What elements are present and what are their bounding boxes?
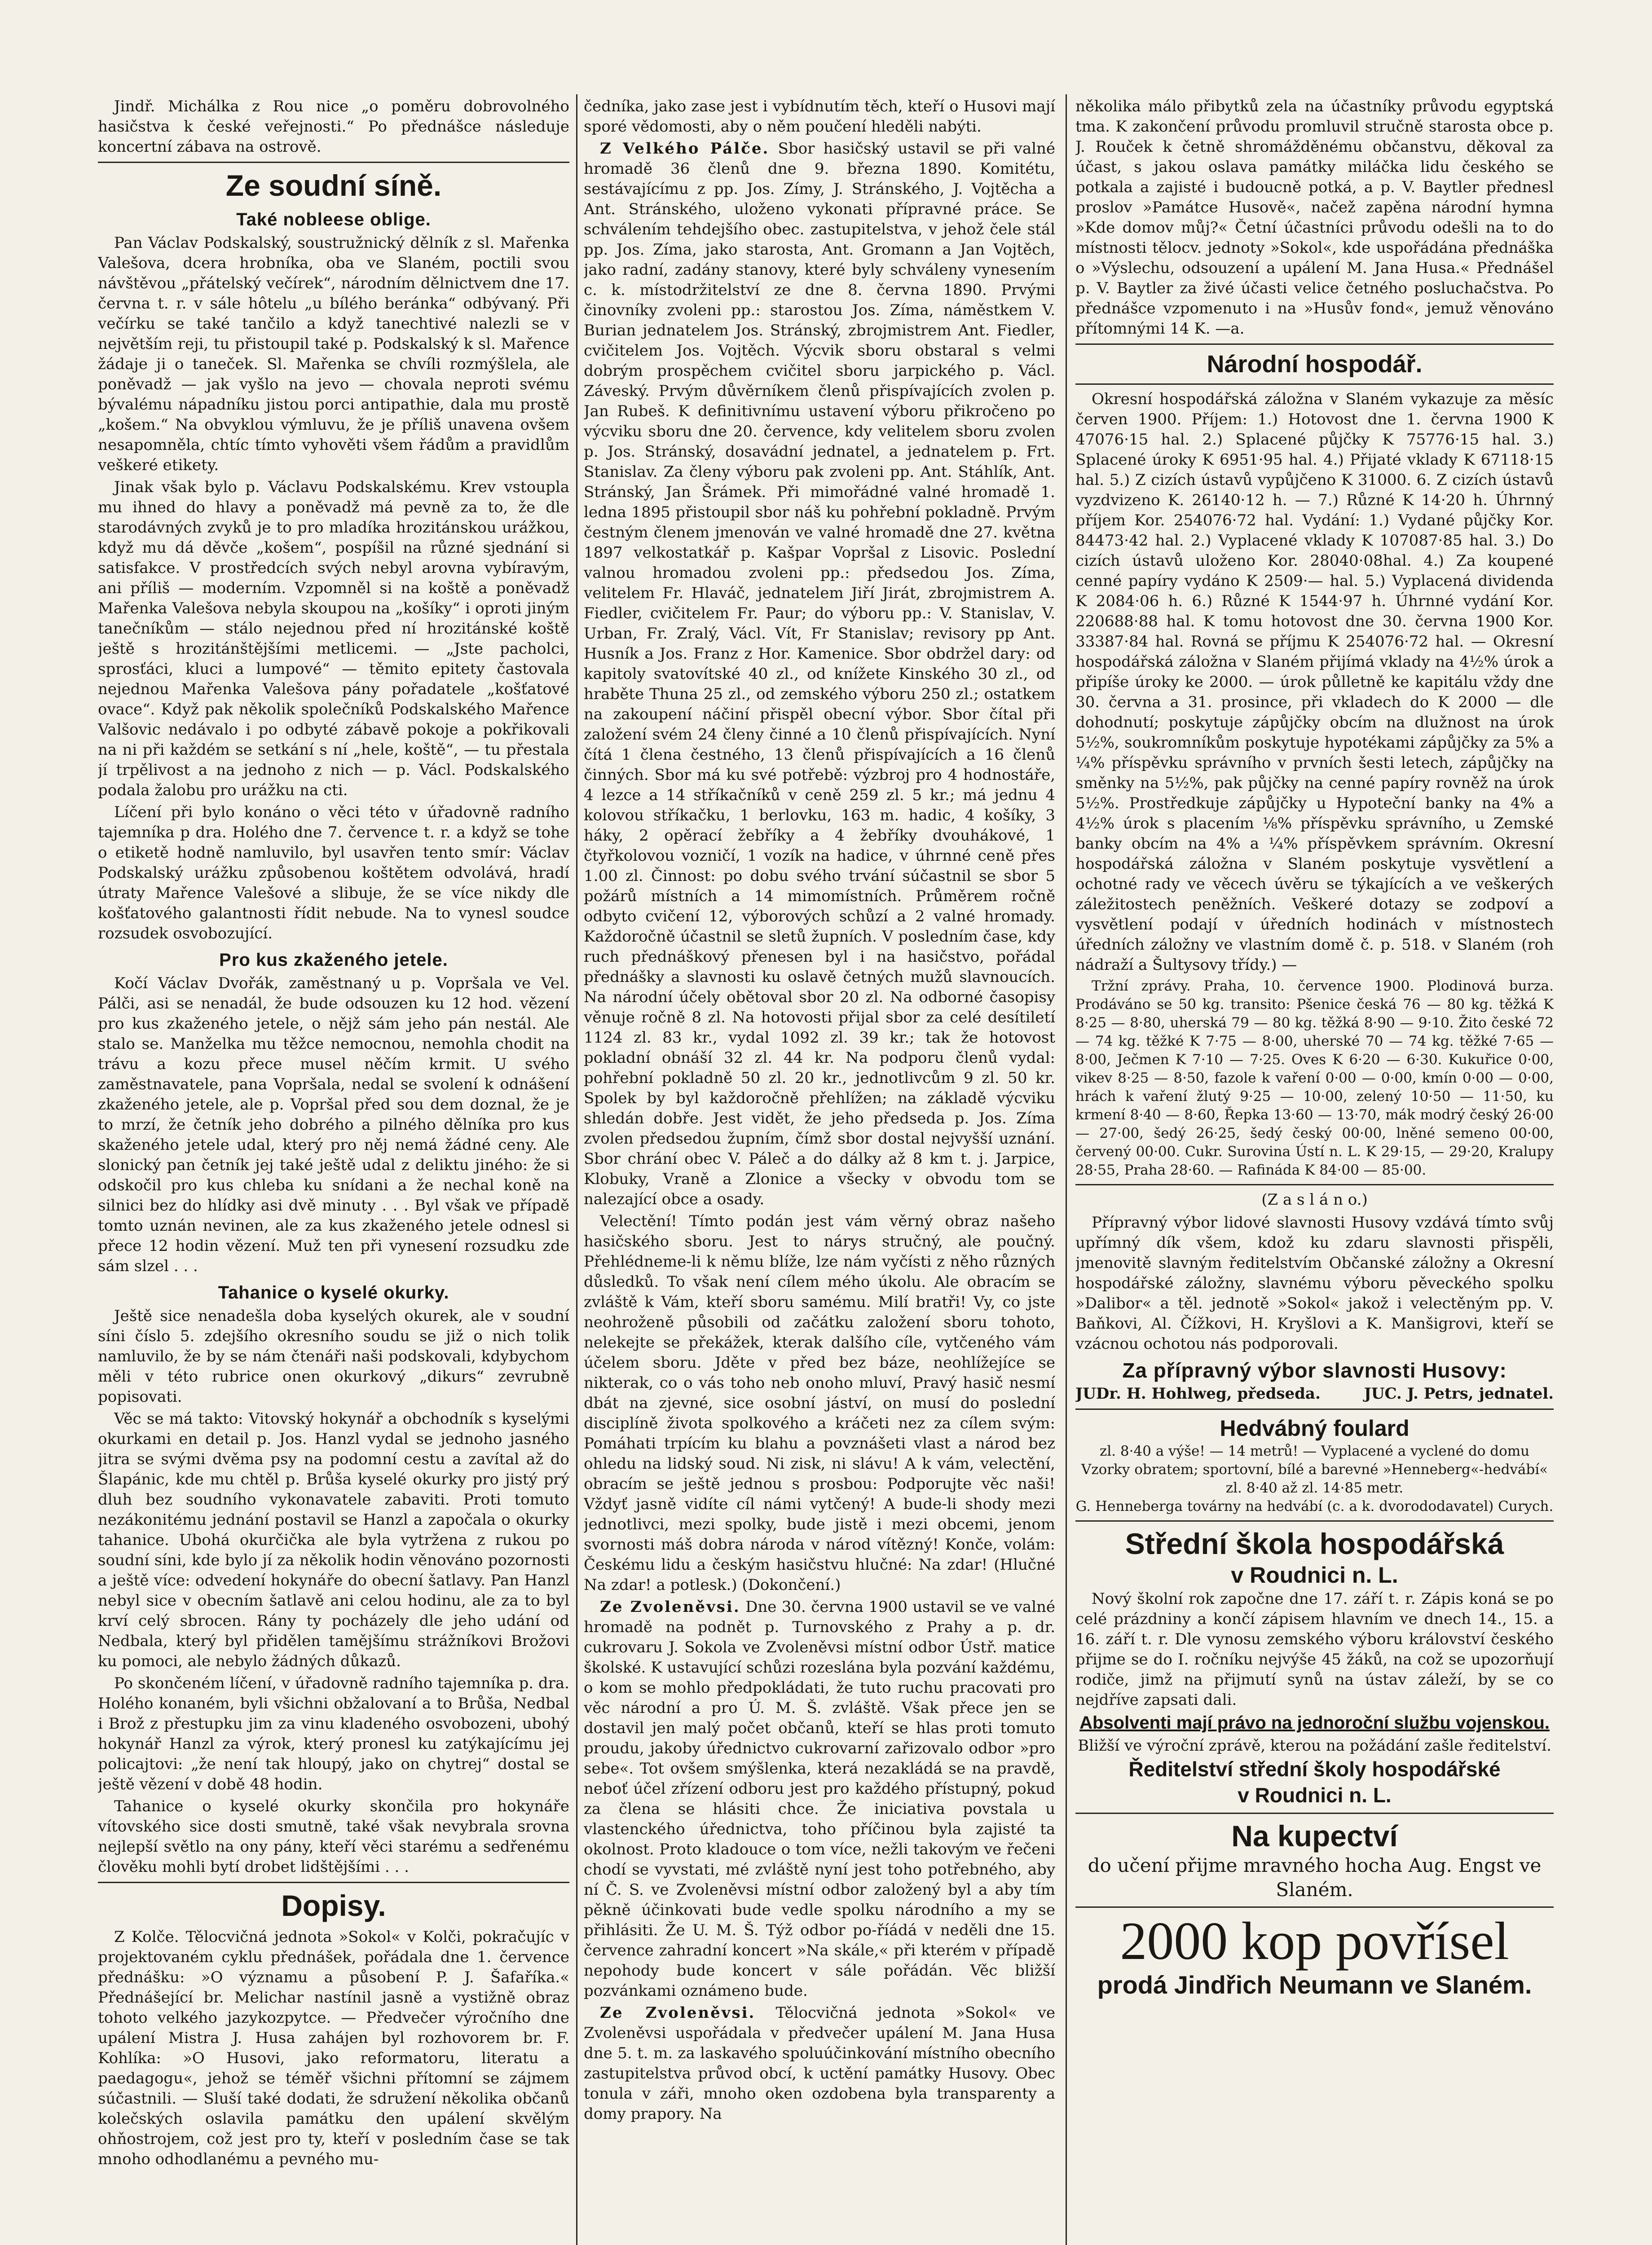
column-rule-2 [1066,94,1067,2245]
divider [1075,383,1554,385]
divider [1075,1184,1554,1185]
letter-zvolenevs-1-text: Dne 30. června 1900 ustavil se ve valné hromadě na podnět p. Turnovského z Prahy a p. dr. cukrovaru J. Sokola ve Zvoleněvsi místní odbor Ústř. matice školské. K ustavující schůzi rozeslána byla pozvání každému, o kom se mohlo předpokládati, že tuto ruchu pracovati pro věc národní a pro Ú. M. Š. zvláště. Však přece jen se dostavil jen malý počet občanů, kteří se hlas proti tomuto proudu, jakoby úřednictvo cukrovarní zařizovalo odbor »pro sebe«. Tot ovšem smýšlenka, která nezakládá se na pravdě, neboť účel zřízení odboru jest pro každého přístupný, pokud za člena se hlásiti chce. Že iniciativa povstala u vlastenckého úřednictva, toho příčinou byla zajisté ta okolnost. Proto kladouce o tom více, nežli takovým ve řečeni chodí se vyvstati, mé zvláště nyní jest toho potřebného, aby ní Č. S. ve Zvoleněvsi místní odbor založený byl a aby tím pěkně účinkovati bude vedle spolku národního a my se přihlásiti. Že U. M. Š. Týž odbor po-říádá v neděli dne 15. července zahradní koncert »Na skále,« při kterém v případě nepohody bude koncert v sále pořádán. Věc bližší pozvánkami oznámeno bude. [584,1598,1055,2000]
column-rule-1 [576,94,577,2245]
ad-straw-bands-text: prodá Jindřich Neumann ve Slaném. [1097,1971,1532,1999]
signature-chair [1075,1384,1321,1404]
ad-school-location: v Roudnici n. L. [1231,1563,1398,1588]
column-right [1075,97,1554,2245]
divider [1075,1409,1554,1410]
ad-school [1075,1526,1554,1808]
ad-school-title: Střední škola hospodářská [1125,1527,1504,1560]
divider [98,1882,569,1883]
divider [1075,1520,1554,1522]
court-article-3-para: Ještě sice nenadešla doba kyselých okurek, ale v soudní síni číslo 5. zdejšího okresního soudu se již o nich tolik namluvilo, že by se nám čtenáři naši podskovali, kdybychom měli v této rubrice onen okurkový „dikurs“ zevrubně popisovati. [98,1307,569,1406]
signature-secretary [1364,1384,1554,1404]
ad-school-note: Absolventi mají právo na jednoroční službu vojenskou. [1079,1713,1550,1733]
ad-apprentice-title: Na kupectví [1231,1819,1398,1853]
ad-school-signature-1: Ředitelství střední školy hospodářské [1128,1757,1501,1781]
court-article-3-para: Tahanice o kyselé okurky skončila pro hokynáře vítovského sice dosti smutně, také však nevybrala srovna nejlepší světlo na ony pány, kteří věci starému a sedřenému člověku mohli bytí drobet lidštějšími . . . [98,1797,569,1876]
ad-foulard-title: Hedvábný foulard [1220,1416,1410,1441]
column-middle [584,97,1055,2245]
court-article-1-para: Jinak však bylo p. Václavu Podskalskému. Krev vstoupla mu ihned do hlavy a poněvadž má pevně za to, že dle starodávných zvyků je to pro mladíka hrozitánskou urážkou, když mu dá děvče „košem“, pospíšil na různé sjednání si satisfakce. V prostředcích svých nebyl arovna vybíravým, ani příliš — moderním. Vzpomněl si na koště a poněvadž Mařenka Valešova nebyla skoupou na „košíky“ i oproti jiným tanečníkům — stálo nejednou před ní hrozitánské koště ještě s hrozitánštějšími metlicemi. — „Jste pacholci, sprosťáci, kluci a lumpové“ — těmito epitety častovala nejednou Mařenka Valešova pány pořadatele „košťatové ovace“. Když pak několik společníků Podskalského Mařence Valšovic nedávalo i po odbyté zábavě pokoje a pokřikovali na ni při každém se setkání s ní „hele, koště“, — tu přestala jí trpělivost a na jednoho z nich — p. Václ. Podskalského podala žalobu pro urážku na cti. [98,478,569,799]
secretary-name: JUC. J. Petrs, [1364,1385,1474,1403]
letter-velky-palec-lead: Z Velkého Pálče. [600,140,770,158]
ad-apprentice-text: do učení přijme mravného hocha Aug. Engst ve Slaném. [1088,1854,1542,1901]
court-article-3-title: Tahanice o kyselé okurky. [218,1283,449,1303]
ad-straw-bands [1075,1912,1554,2000]
column-left [98,97,569,2245]
chair-name: JUDr. H. Hohlweg, [1075,1385,1232,1403]
court-section-title: Ze soudní síně. [225,169,442,202]
court-article-1-para: Pan Václav Podskalský, soustružnický dělník z sl. Mařenka Valešova, dcera hrobníka, oba ve Slaném, poctili svou návštěvou „přátelský večírek“, národním dělnictvem dne 17. června t. r. v sále hôtelu „u bílého beránka“ odbývaný. Při večírku se také tančilo a když tanechtivé nalezli se v největším reji, tu přistoupil také p. Podskalský k sl. Mařence žádaje ji o taneček. Sl. Mařenka se chvíli rozmýšlela, ale poněvadž — jak vyšlo na jevo — chovala neproti svému bývalému nápadníku jistou porci antipathie, dala mu prostě „košem.“ Na obvyklou výmluvu, že je příliš unavena ovšem nesapomněla, chtíc tímto vyhověti všem řádům a pravidlům veškeré etikety. [98,234,569,474]
committee-signatures [1075,1384,1554,1404]
divider [1075,343,1554,345]
ad-foulard [1075,1414,1554,1516]
intro-paragraph: Jindř. Michálka z Rou nice „o poměru dobrovolného hasičstva k české veřejnosti.“ Po přednášce následuje koncertní zábava na ostrově. [98,97,569,156]
sent-in-text: Přípravný výbor lidové slavnosti Husovy vzdává tímto svůj upřímný dík všem, kdož ku zdaru slavnosti přispěli, jmenovitě slavným ředitelstvím Občanské záložny a Okresní hospodářské záložny, slavnému výboru pěveckého spolku »Dalibor« a těl. jednotě »Sokol« jakož i velectěným pp. V. Baňkovi, Al. Čížkovi, H. Kryšlovi a K. Manšigrovi, kteří se vzácnou ochotou nás podporovali. [1075,1214,1554,1353]
market-report: Tržní zprávy. Praha, 10. července 1900. Plodinová burza. Prodáváno se 50 kg. transito: Pšenice česká 76 — 80 kg. těžká K 8·25 — 8·80, uherská 79 — 80 kg. těžká 8·90 — 9·10. Žito české 72 — 74 kg. těžké K 7·75 — 8·00, uherské 70 — 74 kg. těžké 7·65 — 8·00, Ječmen K 7·10 — 7·25. Oves K 6·20 — 6·30. Kukuřice 0·00, vikev 8·25 — 8·50, fazole k vaření 0·00 — 0·00, kmín 0·00 — 0·00, hrách k vaření žlutý 9·25 — 10·00, zelený 10·50 — 11·50, ku krmení 8·40 — 8·60, Řepka 13·60 — 13·70, mák modrý český 26·00 — 27·00, šedý 26·25, šedý český 00·00, lněné semeno 00·00, červený 00·00. Cukr. Surovina Ústí n. L. K 29·15, — 29·20, Kralupy 28·55, Praha 28·60. — Rafináda K 84·00 — 85·00. [1075,978,1554,1178]
letters-section-title: Dopisy. [281,1889,386,1922]
court-article-3-para: Po skončeném líčení, v úřadovně radního tajemníka p. dra. Holého konaném, byli všichni obžalovaní a to Brůša, Nedbal i Brož z přestupku jim za vinu kladeného osvobozeni, ubohý hokynář Hanzl za výrok, který pronesl ku zatýkajícímu jej policajtovi: „že není tak hloupý, jako on chytrej“ dostal se ještě vězení v době 48 hodin. [98,1674,569,1793]
letter-zvolenevs-2-text: Tělocvičná jednota »Sokol« ve Zvoleněvsi uspořádala v předvečer upálení M. Jana Husa dne 5. t. m. za laskavého spoluúčinkování místního obecního zastupitelstva průvod obcí, k uctění památky Husovy. Obec tonula v záři, mnoho oken ozdobena byla transparenty a domy prapory. Na [584,2004,1055,2123]
divider [98,162,569,163]
ad-foulard-text: zl. 8·40 a výše! — 14 metrů! — Vyplacené a vyclené do domu Vzorky obratem; sportovní, bílé a barevné »Henneberg«-hedvábí« zl. 8·40 až zl. 14·85 metr. [1081,1443,1548,1496]
economy-section-title: Národní hospodář. [1207,351,1423,378]
letter-zvolenevs-2 [584,2003,1055,2124]
ad-school-text: Nový školní rok započne dne 17. září t. r. Zápis koná se po celé prázdniny a končí zápisem hlavním ve dnech 14., 15. a 16. září t. r. Dle vynosu zemského výboru království českého přijme se do I. ročníku nejvýše 45 žáků, na což se upozorňují rodiče, jimž na přijmutí synů na ústav záleží, by se co nejdříve zapsati dali. [1075,1590,1554,1709]
court-article-2-para: Kočí Václav Dvořák, zaměstnaný u p. Vopršala ve Vel. Pálči, asi se nenadál, že bude odsouzen ku 12 hod. vězení pro kus zkaženého jetele, o nějž sám jeho pán nestál. Ale stalo se. Manželka mu těžce nemocnou, nemohla chodit na trávu a kozu přece musel něčím krmit. U svého zaměstnavatele, pana Vopršala, nedal se svolení k odnášení zkaženého jetele, ale p. Vopršal před sou dem doznal, že je to mrzí, že četník jeho dobrého a pilného dělníka pro kus skaženého jetele udal, který pro něj nemá žádné ceny. Ale slonický pan četník jej také ještě udal z deliktu jiného: že si odskočil pro kus chleba ku snídani a že nechal koně na silnici bez do hlídky asi dvě minuty . . . Byl však ve případě tomto uznán nevinen, ale za kus zkaženého jetele odnesl si přece 12 hodin vězení. Muž ten při vynesení rozsudku zde sám slzel . . . [98,974,569,1275]
ad-foulard-signature: G. Henneberga továrny na hedvábí (c. a k. dvorododavatel) Curych. [1075,1498,1554,1514]
court-article-1-title: Také nobleese oblige. [236,210,431,229]
ad-school-signature-2: v Roudnici n. L. [1238,1783,1392,1807]
letter-kolec: Z Kolče. Tělocvičná jednota »Sokol« v Kolči, pokračujíc v projektovaném cyklu přednášek, pořádala dne 1. července přednášku: »O významu a působení P. J. Šafaříka.« Přednášející br. Melichar nastínil jasně a vystižně obraz tohoto velkého jazykozpytce. — Předvečer výročního dne upálení Mistra J. Husa zahájen byl rozhovorem br. F. Kohlíka: »O Husovi, jako reformatoru, literatu a paedagogu«, jehož se téměř všichni přítomní se zájmem súčastnili. — Sluší také dodati, že sdružení několika občanů kolečských oslavila památku den upálení skvělým ohňostrojem, což jest pro ty, kteří v posledním čase se tak mnoho odhodlanému a pevného mu- [98,1928,569,2168]
letter-velky-palec-appeal: Velectění! Tímto podán jest vám věrný obraz našeho hasičského sboru. Jest to nárys stručný, ale poučný. Přehlédneme-li k němu blíže, lze nám vyčísti z něho různých důsledků. To však není cílem mého úkolu. Ale obracím se zvláště k Vám, kteří sboru samému. Milí bratři! Vy, co jste neohroženě působili od začátku založení sboru tohoto, nelekejte se překážek, kterak dalšího cíle, vytčeného vám účelem sboru. Jděte v před bez báze, neohlížejíce se nikterak, co o vás toho neb onoho mluví, Pravý hasič nesmí dbát na zjevné, sice osobní jáství, on musí do poslední disciplíně života spolkového a kráčeti nez za cílem svým: Pomáhati trpícím ku blahu a povznášeti vlast a národ bez ohledu na lidský soud. Ni zisk, ni slávu! A k vám, velectění, obracím se ještě jednou s prosbou: Podporujte věc naši! Vždyť jasně vidíte cíl námi vytčený! A bude-li shody mezi jednotlivci, mezi spolky, bude jistě i mezi obcemi, jenom svornosti máš dobra národa v národ vítězný! Konče, volám: Českému lidu a českým hasičstvu hlučné: Na zdar! (Hlučné Na zdar! a potlesk.) (Dokončení.) [584,1212,1055,1594]
ad-school-text-2: Bližší ve výroční zprávě, kterou na požádání zašle ředitelství. [1078,1737,1551,1755]
continuation-paragraph: několika málo přibytků zela na účastníky průvodu egyptská tma. K zakončení průvodu promluvil stručně starosta obce p. J. Rouček k četně shromážděnému občanstvu, děkoval za účast, s jakou oslava památky miláčka lidu českého se potkala a zajisté i budoucně potká, a p. V. Baytler přednesl proslov »Památce Husově«, načež zapěna národní hymna »Kde domov můj?« Četní účastníci průvodu odešli na to do místnosti tělocv. jednoty »Sokol«, kde uspořádána přednáška o »Výslechu, odsouzení a upálení M. Jana Husa.« Přednášel p. V. Baytler za živé účasti velice četného posluchačstva. Po přednášce vzpomenuto i na »Husův fond«, jemuž věnováno přítomnými 14 K. —a. [1075,97,1554,338]
letter-velky-palec [584,139,1055,1210]
chair-role: předseda. [1237,1385,1321,1403]
committee-title: Za přípravný výbor slavnosti Husovy: [1122,1359,1507,1382]
court-article-3-para: Věc se má takto: Vitovský hokynář a obchodník s kyselými okurkami en detail p. Jos. Hanzl vydal se jednoho jasného jitra se svými dvěma psy na podomní cestu a zavítal až do Šlapánic, kde mu chtěl p. Brůša kyselé okurky pro jistý prý dluh bez soudního vykonavatele zabaviti. Proti tomuto nezákonitému jednání postavil se Hanzl a započala o okurky tahanice. Ubohá okurčička ale byla vytržena z rukou po soudní síni, kde bylo jí za několik hodin věnováno pozornosti a ještě více: odvedení hokynáře do obecní šatlavy. Pan Hanzl nebyl sice v obecním šatlavě ani celou hodinu, ale za to byl krví celý sbrocen. Rány ty pocházely dle jeho udání od Nedbala, který byl přidělen tamějšímu strážníkovi Brožovi ku pomoci, ale nebylo žádných důkazů. [98,1410,569,1670]
secretary-role: jednatel. [1479,1385,1554,1403]
letter-zvolenevs-2-lead: Ze Zvoleněvsi. [600,2004,756,2022]
letter-zvolenevs-1 [584,1597,1055,2001]
ad-apprentice [1075,1818,1554,1902]
court-article-2-title: Pro kus zkaženého jetele. [219,950,448,970]
letter-zvolenevs-1-lead: Ze Zvoleněvsi. [600,1598,740,1616]
divider [1075,1906,1554,1908]
ad-straw-bands-title: 2000 kop povřísel [1120,1911,1509,1971]
court-article-1-para: Líčení při bylo konáno o věci této v úřadovně radního tajemníka p dra. Holého dne 7. července t. r. a když se tohe o etiketě hodně namluvilo, byl usavřen tento smír: Václav Podskalský urážku způsobenou koštětem odvolává, hradí útraty Mařence Valešové a slibuje, že se více nikdy dle košťatového galantnosti řídit nebude. Na to vynesl soudce rozsudek osvobozující. [98,803,569,942]
savings-bank-report: Okresní hospodářská záložna v Slaném vykazuje za měsíc červen 1900. Příjem: 1.) Hotovost dne 1. června 1900 K 47076·15 hal. 2.) Splacené půjčky K 75776·15 hal. 3.) Splacené úroky K 6951·95 hal. 4.) Přijaté vklady K 67118·15 hal. 5.) Z cizích ústavů vypůjčeno K 31000. 6. Z cizích ústavů vyzdvizeno K. 26140·12 h. — 7.) Různé K 14·20 h. Úhrnný příjem Kor. 254076·72 hal. Vydání: 1.) Vydané půjčky Kor. 84473·42 hal. 2.) Vyplacené vklady K 107087·85 hal. 3.) Do cizích ústavů uloženo Kor. 28040·08hal. 4.) Za koupené cenné papíry vydáno K 2509·— hal. 5.) Vyplacená dividenda K 2084·06 h. 6.) Různé K 1544·97 h. Úhrnné vydání Kor. 220688·88 hal. K tomu hotovost dne 30. června 1900 Kor. 33387·84 hal. Rovná se příjmu K 254076·72 hal. — Okresní hospodářská záložna v Slaném přijímá vklady na 4½% úrok a připíše úroky ke 2000. — úrok půlletně ke kapitálu vždy dne 30. června a 31. prosince, při vkladech do K 2000 — dle dohodnutí; poskytuje zápůjčky obcím na dlužnost na úrok 5½%, soukromníkům poskytuje hypotékami zápůjčky za 5% a ¼% příspěvku správního v prvních šesti letech, zápůjčky na směnky na 5½%, pak půjčky na cenné papíry rovněž na úrok 5½%. Prostředkuje zápůjčky u Hypoteční banky na 4% a 4½% úrok s placením ⅛% příspěvku správního, u Zemské banky obcím na 4% a ¼% příspěvkem správním. Okresní hospodářská záložna v Slaném poskytuje vysvětlení a ochotné rady ve věcech úvěru se týkajících a ve veškerých záležitostech peněžních. Veškeré dotazy se zodpoví a vysvětlení podají v úředních hodinách v místnostech úředních záložny ve vlastním domě č. p. 518. v Slaném (roh nádraží a Šultysovy třídy.) — [1075,390,1554,974]
letter-velky-palec-text: Sbor hasičský ustavil se při valné hromadě 36 členů dne 9. března 1890. Komitétu, sestávajícímu z pp. Jos. Zímy, J. Stránského, J. Vojtěcha a Ant. Stránského, uloženo vykonati přípravné práce. Se schválením tehdejšího obec. zastupitelstva, v jehož čele stál pp. Jos. Zíma, jako starosta, Ant. Gromann a Jan Vojtěch, jako radní, zadány stanovy, které byly schváleny vynesením c. k. místodržitelství ze dne 8. června 1890. Prvými činovníky zvoleni pp.: starostou Jos. Zíma, náměstkem V. Burian jednatelem Jos. Stránský, zbrojmistrem Ant. Fiedler, cvičitelem Jos. Vojtěch. Výcvik sboru obstaral s velmi dobrým prospěchem cvičitel sboru jarpického p. Václ. Záveský. Prvým důvěrníkem členů přispívajících zvolen p. Jan Rubeš. K definitivnímu ustavení výboru přikročeno po výcviku sboru dne 20. července, kdy velitelem sboru zvolen p. Jos. Stránský, dosavádní jednatel, a jednatelem p. Frt. Stanislav. Za členy výboru pak zvoleni pp. Ant. Stáhlík, Ant. Stránský, Jan Šrámek. Při mimořádné valné hromadě 1. ledna 1895 přistoupil sbor náš ku pohřební pokladně. Prvým čestným členem jmenován ve valné hromadě dne 27. května 1897 velkostatkář p. Kašpar Vopršal z Lisovic. Poslední valnou hromadou zvoleni pp.: předsedou Jos. Zíma, velitelem Fr. Hlaváč, jednatelem Jiří Jirát, zbrojmistrem A. Fiedler, cvičitelem Fr. Paur; do výboru pp.: V. Stanislav, V. Urban, Fr. Zralý, Václ. Vít, Fr Stanislav; revisory pp Ant. Husník a Jos. Franz z Hor. Kamenice. Sbor obdržel dary: od kapitoly svatovítské 40 zl., od knížete Kinského 30 zl., od hraběte Thuna 25 zl., od zemského výboru 250 zl.; ostatkem na zakoupení náčiní přispěl obecní výbor. Sbor čítal při založení svém 24 členy činné a 10 členů přispívajících. Nyní čítá 1 člena čestného, 13 členů přispívajících a 16 členů činných. Sbor má ku své potřebě: výzbroj pro 4 hodnostáře, 4 lezce a 14 stříkačníků v ceně 259 zl. 5 kr.; má jednu 4 kolovou stříkačku, 1 berlovku, 163 m. hadic, 4 košíky, 3 háky, 2 opěrací žebříky a 4 žebříky dvouhákové, 1 čtyřkolovou vozničí, 1 vozík na hadice, v úhrnné ceně přes 1.00 zl. Činnost: po dobu svého trvání súčastnil se sbor 5 požárů místních a 14 mimomístních. Průměrem ročně odbyto cvičení 12, výborových schůzí a 2 valné hromady. Každoročně účastnil se sletů župních. V posledním čase, kdy ruch přednáškový přenesen byl i na hasičstvo, pořádal přednášky a slavnosti ku oslavě četných mužů slavnoucích. Na národní účely obětoval sbor 20 zl. Na odborné časopisy věnuje ročně 8 zl. Na hotovosti přijal sbor za celé desítiletí 1124 zl. 83 kr., vydal 1092 zl. 39 kr.; tak že hotovost pokladní obnáší 32 zl. 44 kr. Na podporu členů vydal: pohřební pokladně 50 zl. 20 kr., jednotlivcům 9 zl. 50 kr. Spolek by byl každoročně přehlížen; na základě výcviku shledán dobře. Jest vidět, že jeho předseda p. Jos. Zíma zvolen předsedou župním, čímž sbor dostal nejvyšší uznání. Sbor chrání obec V. Páleč a do dálky až 8 km t. j. Jarpice, Klobuky, Vraně a Zlonice a všecky v obvodu tom se nalezající obce a osady. [584,140,1055,1208]
sent-in-title: (Z a s l á n o.) [1261,1191,1368,1209]
continuation-paragraph: čedníka, jako zase jest i vybídnutím těch, kteří o Husovi mají sporé vědomosti, aby o něm poučení hleděli nabýti. [584,97,1055,136]
divider [1075,1813,1554,1814]
